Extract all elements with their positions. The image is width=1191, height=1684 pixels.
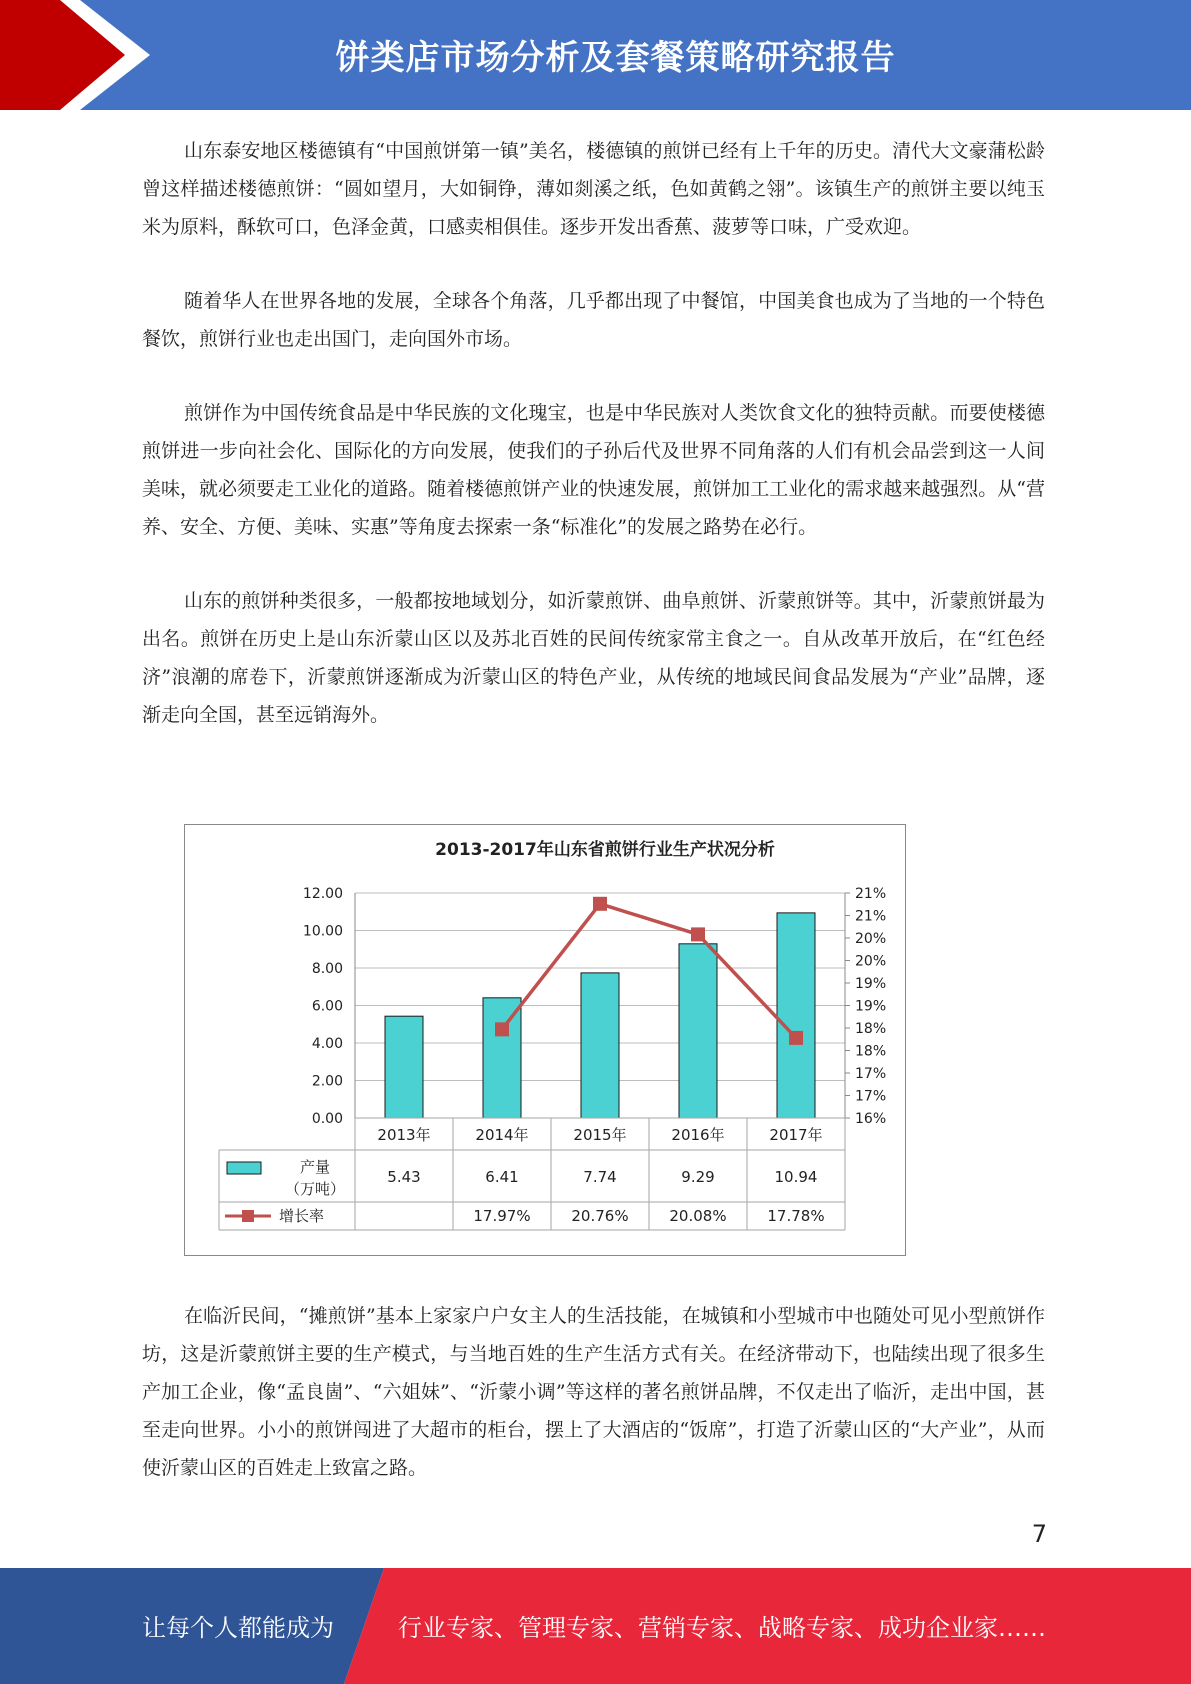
article-body-continued bbox=[142, 1297, 1045, 1487]
y-tick-label: 10.00 bbox=[302, 923, 343, 940]
y2-tick-label: 21% bbox=[855, 908, 887, 925]
bar bbox=[483, 998, 521, 1118]
y2-tick-label: 17% bbox=[855, 1088, 887, 1105]
chart-svg bbox=[185, 825, 905, 1255]
article-body bbox=[142, 132, 1045, 734]
report-title: 饼类店市场分析及套餐策略研究报告 bbox=[335, 38, 896, 78]
line-marker bbox=[495, 1022, 509, 1036]
paragraph: 山东泰安地区楼德镇有“中国煎饼第一镇”美名，楼德镇的煎饼已经有上千年的历史。清代大文豪蒲松龄曾这样描述楼德煎饼：“圆如望月，大如铜铮，薄如剡溪之纸，色如黄鹤之翎”。该镇生产的煎饼主要以纯玉米为原料，酥软可口，色泽金黄，口感卖相俱佳。逐步开发出香蕉、菠萝等口味，广受欢迎。 bbox=[142, 140, 1045, 238]
y2-tick-label: 17% bbox=[855, 1066, 887, 1082]
footer-slogan-left: 让每个人都能成为 bbox=[142, 1614, 334, 1642]
y-tick-label: 4.00 bbox=[311, 1036, 343, 1052]
bar bbox=[581, 973, 619, 1118]
category-label: 2015年 bbox=[573, 1126, 627, 1144]
bar bbox=[679, 944, 717, 1118]
line-marker bbox=[593, 897, 607, 911]
page-header bbox=[0, 0, 1191, 110]
category-label: 2017年 bbox=[769, 1126, 823, 1144]
category-label: 2013年 bbox=[377, 1126, 431, 1144]
y2-tick-label: 18% bbox=[855, 1021, 887, 1037]
legend-swatch-marker bbox=[242, 1210, 254, 1222]
data-label: 17.78% bbox=[767, 1207, 825, 1225]
data-label: 6.41 bbox=[485, 1168, 519, 1186]
category-label: 2014年 bbox=[475, 1126, 529, 1144]
data-label: 7.74 bbox=[583, 1168, 617, 1186]
legend-swatch-bar bbox=[227, 1162, 261, 1174]
production-chart bbox=[184, 824, 906, 1256]
chart-title: 2013-2017年山东省煎饼行业生产状况分析 bbox=[435, 840, 775, 860]
y2-tick-label: 19% bbox=[855, 976, 887, 992]
legend-label: （万吨） bbox=[284, 1180, 346, 1198]
data-label: 17.97% bbox=[473, 1207, 531, 1225]
y-tick-label: 6.00 bbox=[311, 998, 343, 1015]
paragraph: 山东的煎饼种类很多，一般都按地域划分，如沂蒙煎饼、曲阜煎饼、沂蒙煎饼等。其中，沂蒙煎饼最为出名。煎饼在历史上是山东沂蒙山区以及苏北百姓的民间传统家常主食之一。自从改革开放后，在“红色经济”浪潮的席卷下，沂蒙煎饼逐渐成为沂蒙山区的特色产业，从传统的地域民间食品发展为“产业”品牌，逐渐走向全国，甚至远销海外。 bbox=[142, 590, 1045, 726]
legend-label: 增长率 bbox=[279, 1207, 325, 1225]
line-marker bbox=[691, 927, 705, 941]
y2-tick-label: 16% bbox=[855, 1111, 887, 1127]
growth-rate-line bbox=[502, 904, 796, 1038]
y-tick-label: 2.00 bbox=[311, 1073, 343, 1090]
paragraph: 在临沂民间，“摊煎饼”基本上家家户户女主人的生活技能，在城镇和小型城市中也随处可见小型煎饼作坊，这是沂蒙煎饼主要的生产模式，与当地百姓的生产生活方式有关。在经济带动下，也陆续出现了很多生产加工企业，像“孟良崮”、“六姐妹”、“沂蒙小调”等这样的著名煎饼品牌，不仅走出了临沂，走出中国，甚至走向世界。小小的煎饼闯进了大超市的柜台，摆上了大酒店的“饭席”，打造了沂蒙山区的“大产业”，从而使沂蒙山区的百姓走上致富之路。 bbox=[142, 1305, 1045, 1479]
bar bbox=[777, 913, 815, 1118]
data-label: 5.43 bbox=[387, 1168, 421, 1186]
y-tick-label: 12.00 bbox=[302, 886, 343, 902]
bar bbox=[385, 1016, 423, 1118]
y2-tick-label: 19% bbox=[855, 998, 887, 1015]
data-label: 20.76% bbox=[571, 1207, 629, 1225]
y2-tick-label: 20% bbox=[855, 931, 887, 947]
y2-tick-label: 21% bbox=[855, 886, 887, 902]
y-tick-label: 8.00 bbox=[311, 961, 343, 977]
page-number: 7 bbox=[1031, 1520, 1047, 1548]
y2-tick-label: 18% bbox=[855, 1043, 887, 1060]
footer-slogan-right: 行业专家、管理专家、营销专家、战略专家、成功企业家…… bbox=[398, 1614, 1046, 1642]
y2-tick-label: 20% bbox=[855, 953, 887, 970]
paragraph: 煎饼作为中国传统食品是中华民族的文化瑰宝，也是中华民族对人类饮食文化的独特贡献。而要使楼德煎饼进一步向社会化、国际化的方向发展，使我们的子孙后代及世界不同角落的人们有机会品尝到这一人间美味，就必须要走工业化的道路。随着楼德煎饼产业的快速发展，煎饼加工工业化的需求越来越强烈。从“营养、安全、方便、美味、实惠”等角度去探索一条“标准化”的发展之路势在必行。 bbox=[142, 402, 1045, 538]
line-marker bbox=[789, 1031, 803, 1045]
data-label: 10.94 bbox=[774, 1168, 818, 1186]
data-label: 20.08% bbox=[669, 1207, 727, 1225]
data-label: 9.29 bbox=[681, 1168, 715, 1186]
page-footer bbox=[0, 1568, 1191, 1684]
legend-label: 产量 bbox=[299, 1158, 331, 1176]
y-tick-label: 0.00 bbox=[311, 1111, 343, 1127]
paragraph: 随着华人在世界各地的发展，全球各个角落，几乎都出现了中餐馆，中国美食也成为了当地的一个特色餐饮，煎饼行业也走出国门，走向国外市场。 bbox=[142, 290, 1045, 350]
category-label: 2016年 bbox=[671, 1126, 725, 1144]
